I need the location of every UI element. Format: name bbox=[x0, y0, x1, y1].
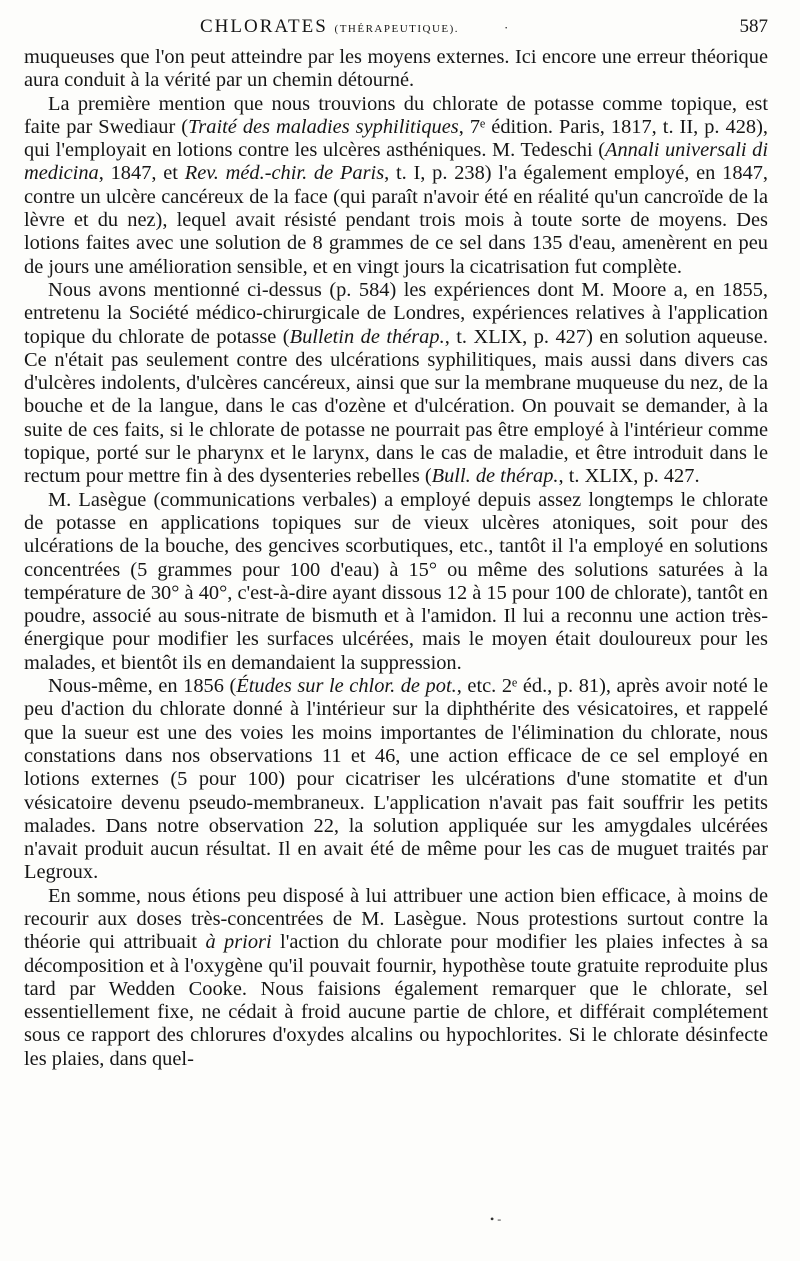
page-number: 587 bbox=[739, 16, 768, 37]
title-sub: (THÉRAPEUTIQUE). bbox=[334, 23, 460, 35]
body-text bbox=[24, 46, 768, 1071]
citation-title: Études sur le chlor. de pot. bbox=[236, 675, 457, 698]
citation-title: Rev. méd.-chir. de Paris bbox=[184, 162, 385, 185]
paragraph-3: M. Lasègue (communications verbales) a employé depuis assez longtemps le chlorate de potasse en applications topiques sur de vieux ulcères atoniques, soit pour des ulcérations de la bouche, des gencives scorbutiques, etc., tantôt il l'a employé en solutions concentrées (5 grammes pour 100 d'eau) à 15° ou même des solutions saturées à la température de 30° à 40°, c'est-à-dire ayant dissous 12 à 15 pour 100 de chlorate), tantôt en poudre, associé au sous-nitrate de bismuth et à l'amidon. Il lui a reconnu une action très-énergique pour modifier les surfaces ulcérées, mais le moyen était douloureux pour les malades, et bientôt ils en demandaient la suppression. bbox=[24, 488, 768, 674]
paragraph-0: muqueuses que l'on peut atteindre par les moyens externes. Ici encore une erreur théorique aura conduit à la vérité par un chemin détourné. bbox=[24, 46, 768, 92]
running-header bbox=[26, 14, 776, 44]
paragraph-4: Nous-même, en 1856 (Études sur le chlor. de pot., etc. 2ᵉ éd., p. 81), après avoir noté le peu d'action du chlorate donné à l'intérieur sur la diphthérite des vésicatoires, et rappelé que la sueur est une des voies les moins importantes de l'élimination du chlorate, nous constations dans nos observations 11 et 46, une action efficace de ce sel employé en lotions externes (5 pour 100) pour cicatriser les ulcérations d'une stomatite et d'un vésicatoire devenu pseudo-membraneux. L'application n'avait pas fait souffrir les petits malades. Dans notre observation 22, la solution appliquée sur les amygdales ulcérées n'avait produit aucun résultat. Il en avait été de même pour les cas de muguet traités par Legroux. bbox=[24, 675, 769, 884]
running-title bbox=[200, 16, 459, 38]
citation-title: Traité des maladies syphilitiques bbox=[188, 115, 459, 138]
citation-title: Bulletin de thérap. bbox=[289, 325, 445, 348]
stray-dot: · bbox=[504, 20, 509, 35]
paragraph-5: En somme, nous étions peu disposé à lui attribuer une action bien efficace, à moins de recourir aux doses très-concentrées de M. Lasègue. Nous protestions surtout contre la théorie qui attribuait à priori l'action du chlorate pour modifier les plaies infectes à sa décomposition et à l'oxygène qu'il pouvait fournir, hypothèse toute gratuite reproduite plus tard par Wedden Cooke. Nous faisions également remarquer que le chlorate, sel essentiellement fixe, ne cédait à froid aucune partie de chlore, et différait complétement sous ce rapport des chlorures d'oxydes alcalins ou hypochlorites. Si le chlorate désinfecte les plaies, dans quel- bbox=[24, 884, 768, 1070]
citation-title: Bull. de thérap. bbox=[431, 465, 559, 488]
citation-title: Annali universali di medicina bbox=[24, 139, 768, 185]
paragraph-1: La première mention que nous trouvions du chlorate de potasse comme topique, est faite par Swediaur (Traité des maladies syphilitiques, 7ᵉ édition. Paris, 1817, t. II, p. 428), qui l'employait en lotions contre les ulcères asthéniques. M. Tedeschi (Annali universali di medicina, 1847, et Rev. méd.-chir. de Paris, t. I, p. 238) l'a également employé, en 1847, contre un ulcère cancéreux de la face (qui paraît n'avoir été en réalité qu'un cancroïde de la lèvre et du nez), lequel avait résisté pendant trois mois à toute sorte de moyens. Des lotions faites avec une solution de 8 grammes de ce sel dans 135 d'eau, amenèrent en peu de jours une amélioration sensible, et en vingt jours la cicatrisation fut complète. bbox=[24, 92, 769, 278]
title-main: CHLORATES bbox=[200, 16, 328, 37]
emphasis: à priori bbox=[205, 931, 272, 954]
paragraph-2: Nous avons mentionné ci-dessus (p. 584) les expériences dont M. Moore a, en 1855, entretenu la Société médico-chirurgicale de Londres, expériences relatives à l'application topique du chlorate de potasse (Bulletin de thérap., t. XLIX, p. 427) en solution aqueuse. Ce n'était pas seulement contre des ulcérations syphilitiques, mais aussi dans divers cas d'ulcères indolents, d'ulcères cancéreux, ainsi que sur la membrane muqueuse du nez, de la bouche et de la langue, dans le cas d'ozène et d'ulcération. On pouvait se demander, à la suite de ces faits, si le chlorate de potasse ne pourrait pas être employé à l'intérieur comme topique, porté sur le pharynx et le larynx, dans le cas de maladie, et être introduit dans le rectum pour mettre fin à des dysenteries rebelles (Bull. de thérap., t. XLIX, p. 427. bbox=[24, 278, 768, 488]
footer-mark: • - bbox=[490, 1212, 502, 1226]
